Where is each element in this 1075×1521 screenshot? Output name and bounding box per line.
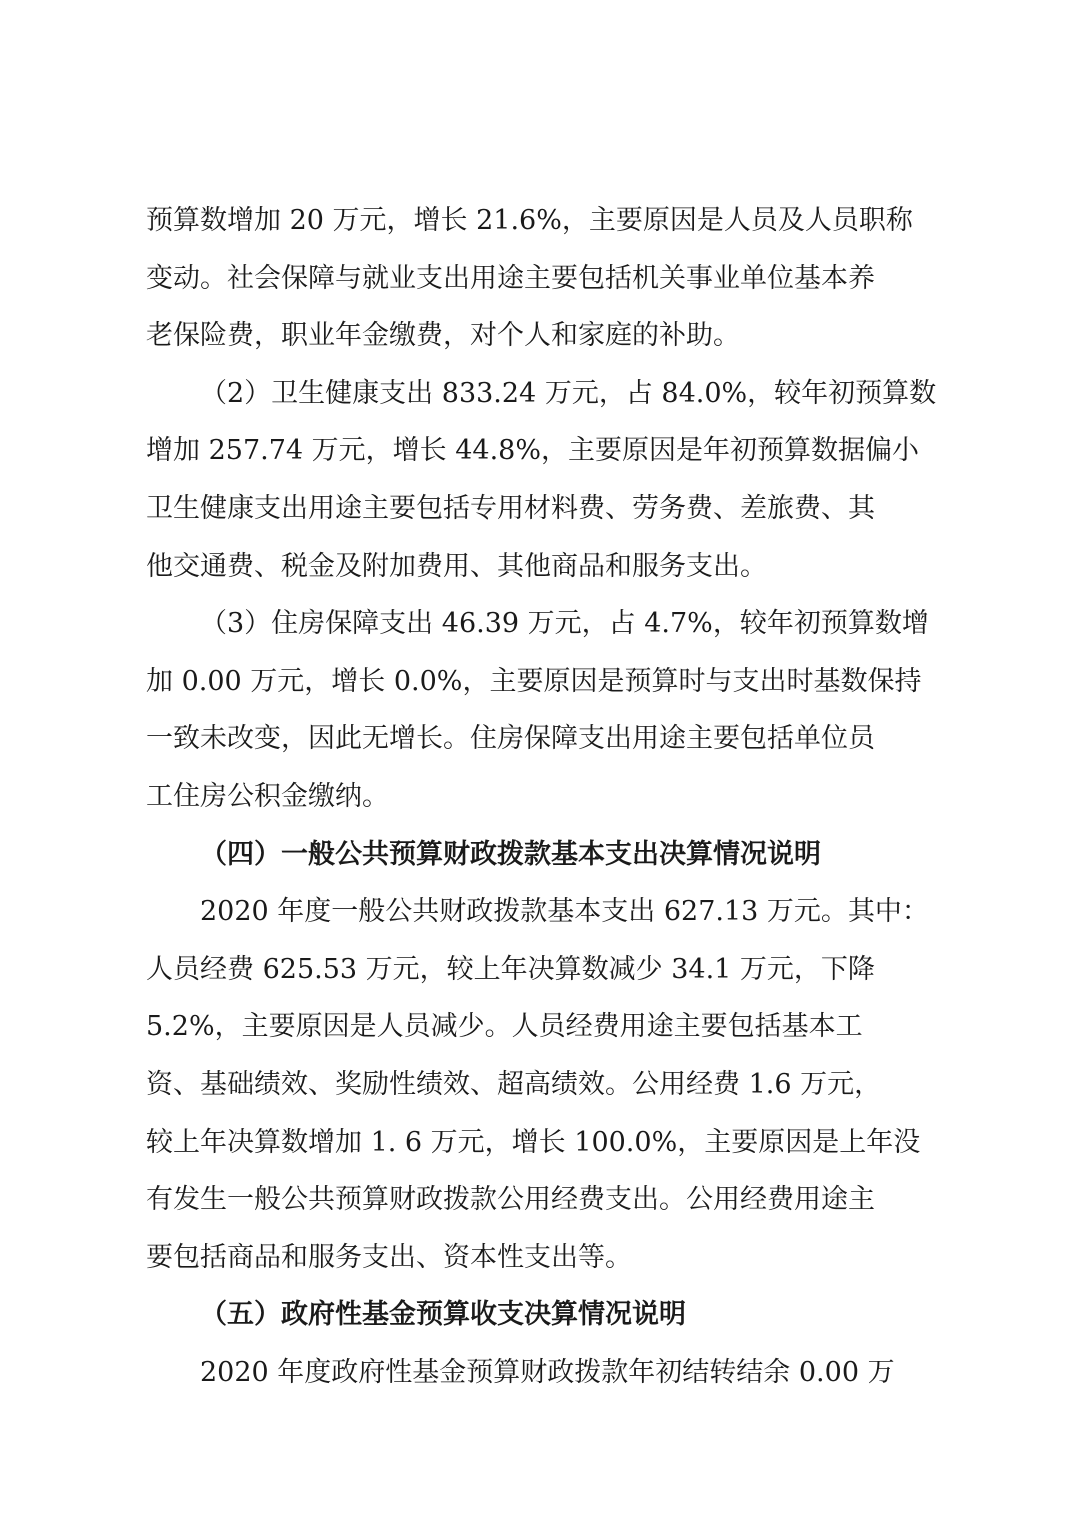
body-line: 资、基础绩效、奖励性绩效、超高绩效。公用经费 1.6 万元， [146, 1068, 882, 1100]
body-line: 卫生健康支出用途主要包括专用材料费、劳务费、差旅费、其 [146, 492, 875, 524]
body-line: 5.2%，主要原因是人员减少。人员经费用途主要包括基本工 [146, 1011, 863, 1043]
paragraph-start-government-fund: 2020 年度政府性基金预算财政拨款年初结转结余 0.00 万 [200, 1356, 895, 1388]
body-line: 他交通费、税金及附加费用、其他商品和服务支出。 [146, 550, 767, 582]
body-line: 预算数增加 20 万元，增长 21.6%，主要原因是人员及人员职称 [146, 205, 913, 236]
body-line: 加 0.00 万元，增长 0.0%，主要原因是预算时与支出时基数保持 [146, 665, 922, 697]
body-line: 人员经费 625.53 万元，较上年决算数减少 34.1 万元，下降 [146, 953, 875, 985]
paragraph-start-health: （2）卫生健康支出 833.24 万元，占 84.0%，较年初预算数 [200, 377, 937, 409]
section-heading-government-fund: （五）政府性基金预算收支决算情况说明 [200, 1299, 686, 1331]
body-line: 增加 257.74 万元，增长 44.8%，主要原因是年初预算数据偏小 [146, 435, 919, 467]
document-body [146, 192, 946, 1401]
section-heading-basic-expenditure: （四）一般公共预算财政拨款基本支出决算情况说明 [200, 838, 821, 870]
body-line: 工住房公积金缴纳。 [146, 780, 389, 812]
body-line: 要包括商品和服务支出、资本性支出等。 [146, 1241, 632, 1273]
body-line: 一致未改变，因此无增长。住房保障支出用途主要包括单位员 [146, 723, 875, 755]
body-line: 变动。社会保障与就业支出用途主要包括机关事业单位基本养 [146, 262, 875, 294]
paragraph-start-basic-expenditure: 2020 年度一般公共财政拨款基本支出 627.13 万元。其中： [200, 896, 929, 928]
body-line: 较上年决算数增加 1. 6 万元，增长 100.0%，主要原因是上年没 [146, 1126, 921, 1158]
body-line: 老保险费，职业年金缴费，对个人和家庭的补助。 [146, 320, 740, 352]
paragraph-start-housing: （3）住房保障支出 46.39 万元，占 4.7%，较年初预算数增 [200, 608, 929, 640]
body-line: 有发生一般公共预算财政拨款公用经费支出。公用经费用途主 [146, 1184, 875, 1216]
